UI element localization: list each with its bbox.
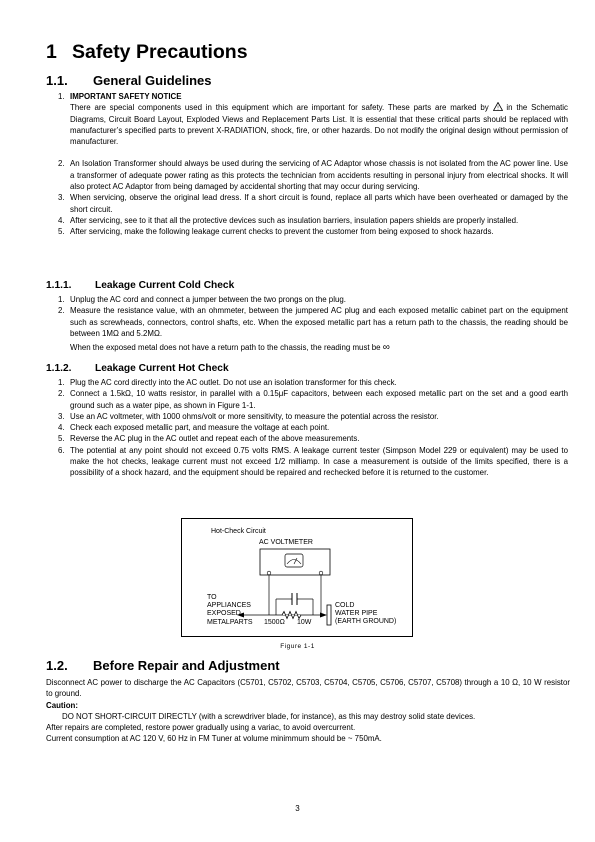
resistor-symbol	[282, 612, 301, 619]
hot-check-circuit-figure	[181, 518, 413, 637]
capacitor-symbol	[292, 593, 297, 605]
section-heading-general-guidelines: 1.1. General Guidelines	[46, 73, 212, 88]
warning-triangle-icon	[493, 102, 503, 111]
appliance-label: TO APPLIANCES EXPOSED METALPARTS	[207, 594, 253, 626]
wattage-label: 10W	[297, 619, 312, 626]
section-heading-hot-check: 1.1.2. Leakage Current Hot Check	[46, 363, 229, 374]
list-item: 1. Unplug the AC cord and connect a jumper between the two prongs on the plug.	[58, 295, 346, 304]
section-heading-cold-check: 1.1.1. Leakage Current Cold Check	[46, 280, 235, 291]
ground-label: COLD WATER PIPE (EARTH GROUND)	[335, 602, 397, 626]
variac-paragraph: After repairs are completed, restore power gradually using a variac, to avoid overcurrent.	[46, 723, 356, 733]
discharge-paragraph: Disconnect AC power to discharge the AC Capacitors (C5701, C5702, C5703, C5704, C5705, C5706, C5707, C5708) through a 10 Ω, 10 W resistor to ground.	[46, 678, 570, 699]
cold-check-note: When the exposed metal does not have a return path to the chassis, the reading must be ∞	[70, 342, 390, 354]
list-item: 5. After servicing, make the following leakage current checks to prevent the customer from being exposed to shock hazards.	[58, 227, 494, 237]
list-item: 5. Reverse the AC plug in the AC outlet and repeat each of the above measurements.	[58, 434, 360, 444]
figure-title: Hot-Check Circuit	[211, 528, 266, 535]
svg-text:!: !	[496, 105, 499, 112]
list-item: 3. Use an AC voltmeter, with 1000 ohms/volt or more sensitivity, to measure the potential across the resistor.	[58, 411, 439, 421]
list-item: 1. Plug the AC cord directly into the AC outlet. Do not use an isolation transformer for this check.	[58, 378, 397, 387]
notice-heading: IMPORTANT SAFETY NOTICE	[70, 92, 182, 101]
caution-text: DO NOT SHORT-CIRCUIT DIRECTLY (with a screwdriver blade, for instance), as this may destroy solid state devices.	[62, 711, 476, 721]
cold-check-list	[58, 294, 568, 353]
infinity-symbol: ∞	[382, 342, 390, 354]
list-item: 3. When servicing, observe the original lead dress. If a short circuit is found, replace all parts which have been overheated or damaged by the short circuit.	[58, 193, 568, 214]
list-item: 6. The potential at any point should not exceed 0.75 volts RMS. A leakage current tester (Simpson Model 229 or equivalent) may be used to make the hot checks, leakage current must not exceed 1/2 milliamp. In case a measurement is outside of the limits specified, there is a possibility of a shock hazard, and the equipment should be repaired and rechecked before it is returned to the customer.	[58, 445, 568, 478]
water-pipe-symbol	[327, 605, 331, 625]
list-item: 2. An Isolation Transformer should always be used during the servicing of AC Adaptor whose chassis is not isolated from the AC power line. Use a transformer of adequate power rating as this protects the technician from accidents resulting in personal injury from electrical shocks. It will also protect AC Adaptor from being damaged by accidental shorting that may occur during servicing.	[58, 159, 568, 192]
figure-caption: Figure 1-1	[280, 643, 315, 650]
general-guidelines-list	[58, 91, 568, 238]
list-item: 2. Connect a 1.5kΩ, 10 watts resistor, in parallel with a 0.15μF capacitors, between each exposed metallic part on the set and a good earth ground such as a water pipe, as shown in Figure 1-1.	[58, 389, 568, 410]
voltmeter-label: AC VOLTMETER	[259, 539, 313, 546]
list-item: 4. Check each exposed metallic part, and measure the voltage at each point.	[58, 423, 330, 433]
page-number: 3	[295, 804, 300, 813]
page-title: 1 Safety Precautions	[46, 41, 248, 63]
list-item: 4. After servicing, see to it that all the protective devices such as insulation barriers, insulation papers shields are properly installed.	[58, 215, 519, 225]
before-repair-body	[46, 677, 570, 745]
notice-text: There are special components used in this equipment which are important for safety. These parts are marked by ! in the Schematic Diagrams, Circuit Board Layout, Exploded Views and Replacement Parts List. It is essential that these critical parts should be replaced with manufacturer’s specified parts to prevent X-RADIATION, shock, fire, or other hazards. Do not modify the original design without permission of manufacturer.	[70, 103, 568, 147]
list-item: 2. Measure the resistance value, with an ohmmeter, between the jumpered AC plug and each exposed metallic cabinet part on the equipment such as screwheads, connectors, control shafts, etc. When the exposed metallic part has a return path to the chassis, the reading should be between 1MΩ and 5.2MΩ.	[58, 306, 568, 338]
resistor-label: 1500Ω	[264, 619, 285, 626]
caution-label: Caution:	[46, 700, 78, 710]
hot-check-list	[58, 377, 568, 479]
section-heading-before-repair: 1.2. Before Repair and Adjustment	[46, 658, 280, 673]
list-item: 1. IMPORTANT SAFETY NOTICE	[58, 92, 182, 101]
current-consumption-paragraph: Current consumption at AC 120 V, 60 Hz in FM Tuner at volume minimmum should be ~ 750mA.	[46, 734, 382, 744]
arrow-right-icon	[320, 613, 327, 618]
